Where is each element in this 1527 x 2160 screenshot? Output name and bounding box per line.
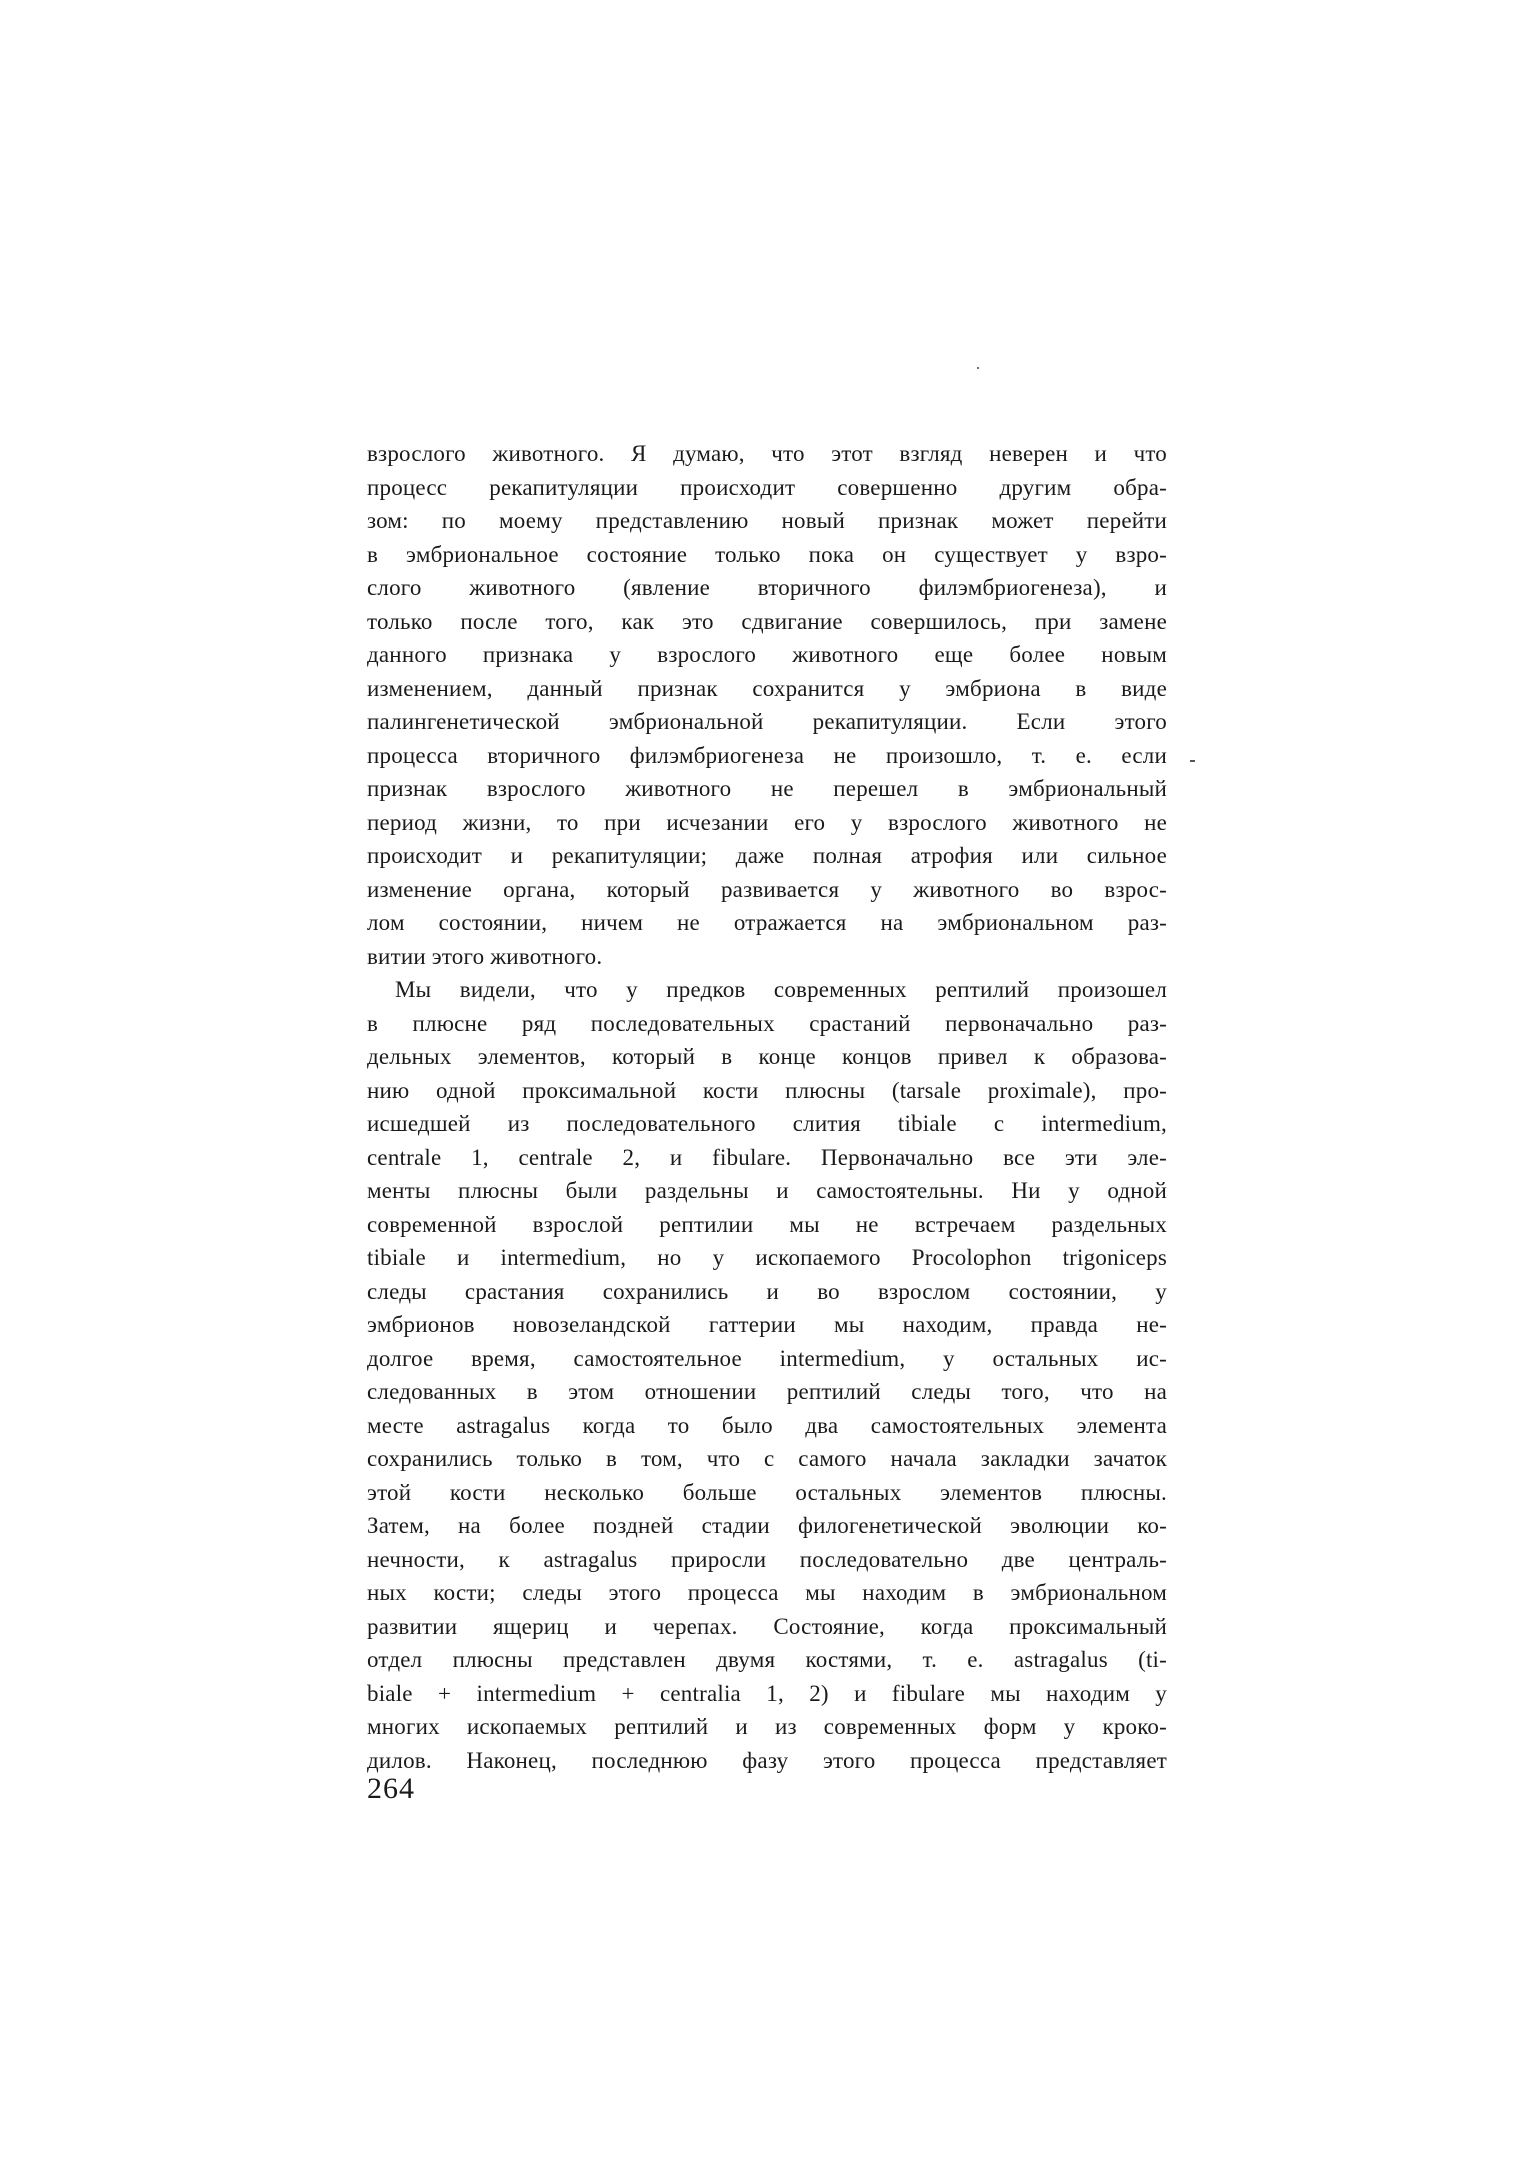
text-line: лом состоянии, ничем не отражается на эмбриональном раз- xyxy=(367,910,1167,935)
text-line: признак взрослого животного не перешел в эмбриональный xyxy=(367,776,1167,801)
text-line: процесса вторичного филэмбриогенеза не произошло, т. е. если xyxy=(367,742,1167,768)
text-line: следованных в этом отношении рептилий следы того, что на xyxy=(367,1379,1167,1404)
text-line: Мы видели, что у предков современных рептилий произошел xyxy=(395,977,1167,1002)
text-line: изменение органа, который развивается у животного во взрос- xyxy=(367,876,1167,902)
text-line: долгое время, самостоятельное intermedium, у остальных ис- xyxy=(367,1345,1167,1371)
text-line: изменением, данный признак сохранится у эмбриона в виде xyxy=(367,675,1167,701)
text-line: этой кости несколько больше остальных элементов плюсны. xyxy=(367,1479,1167,1505)
text-line: в эмбриональное состояние только пока он существует у взро- xyxy=(367,541,1167,567)
margin-mark xyxy=(1190,760,1195,762)
text-line: Затем, на более поздней стадии филогенетической эволюции ко- xyxy=(367,1513,1167,1538)
text-line: витии этого животного. xyxy=(367,943,603,969)
text-line: слого животного (явление вторичного филэмбриогенеза), и xyxy=(367,575,1167,600)
text-line: период жизни, то при исчезании его у взрослого животного не xyxy=(367,809,1167,835)
text-line: отдел плюсны представлен двумя костями, т. е. astragalus (ti- xyxy=(367,1647,1167,1672)
text-line: centrale 1, centrale 2, и fibulare. Первоначально все эти эле- xyxy=(367,1144,1167,1170)
text-line: следы срастания сохранились и во взрослом состоянии, у xyxy=(367,1278,1167,1304)
page-number: 264 xyxy=(367,1772,415,1805)
text-line: процесс рекапитуляции происходит совершенно другим обра- xyxy=(367,474,1167,500)
text-line: менты плюсны были раздельны и самостоятельны. Ни у одной xyxy=(367,1178,1167,1203)
text-line: палингенетической эмбриональной рекапитуляции. Если этого xyxy=(367,709,1167,734)
text-line: ных кости; следы этого процесса мы находим в эмбриональном xyxy=(367,1580,1167,1605)
text-line: развитии ящериц и черепах. Состояние, когда проксимальный xyxy=(367,1613,1167,1639)
text-line: современной взрослой рептилии мы не встречаем раздельных xyxy=(367,1211,1167,1237)
body-text xyxy=(367,437,1167,1777)
text-line: взрослого животного. Я думаю, что этот взгляд неверен и что xyxy=(367,441,1167,466)
text-line: нию одной проксимальной кости плюсны (tarsale proximale), про- xyxy=(367,1077,1167,1103)
paragraph-2 xyxy=(367,973,1167,1777)
text-line: эмбрионов новозеландской гаттерии мы находим, правда не- xyxy=(367,1312,1167,1337)
text-line: зом: по моему представлению новый признак может перейти xyxy=(367,508,1167,533)
text-line: месте astragalus когда то было два самостоятельных элемента xyxy=(367,1412,1167,1438)
text-line: многих ископаемых рептилий и из современных форм у кроко- xyxy=(367,1714,1167,1739)
text-line: исшедшей из последовательного слития tibiale с intermedium, xyxy=(367,1111,1167,1136)
text-line: нечности, к astragalus приросли последовательно две централь- xyxy=(367,1546,1167,1572)
text-line: дилов. Наконец, последнюю фазу этого процесса представляет xyxy=(367,1747,1167,1773)
text-line: дельных элементов, который в конце концов привел к образова- xyxy=(367,1044,1167,1069)
text-line: biale + intermedium + centralia 1, 2) и fibulare мы находим у xyxy=(367,1680,1167,1706)
paragraph-1 xyxy=(367,437,1167,973)
text-line: в плюсне ряд последовательных срастаний первоначально раз- xyxy=(367,1010,1167,1036)
text-line: только после того, как это сдвигание совершилось, при замене xyxy=(367,608,1167,634)
text-line: происходит и рекапитуляции; даже полная атрофия или сильное xyxy=(367,843,1167,868)
text-line: данного признака у взрослого животного еще более новым xyxy=(367,642,1167,667)
text-line: сохранились только в том, что с самого начала закладки зачаток xyxy=(367,1446,1167,1471)
scan-speck xyxy=(977,367,979,369)
text-line: tibiale и intermedium, но у ископаемого Procolophon trigoniceps xyxy=(367,1245,1167,1270)
